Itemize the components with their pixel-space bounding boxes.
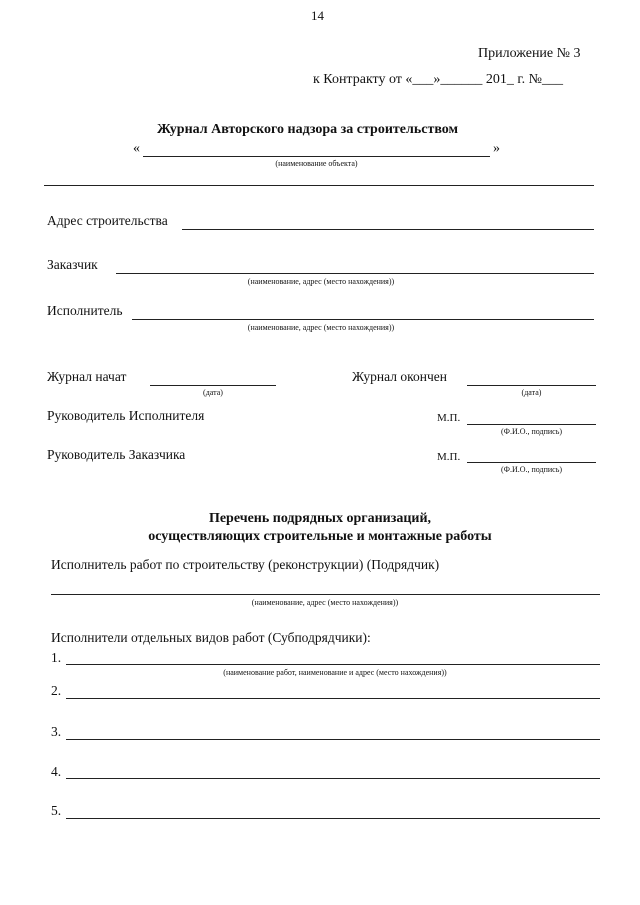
subcontractors-label: Исполнители отдельных видов работ (Субподрядчики): — [51, 630, 371, 645]
subcontractor-item-line — [66, 818, 600, 819]
contractor-head-label: Руководитель Исполнителя — [47, 408, 205, 423]
contract-line: к Контракту от «___»______ 201_ г. №___ — [313, 72, 563, 87]
general-contractor-caption: (наименование, адрес (место нахождения)) — [251, 598, 399, 607]
subcontractor-item-line — [66, 778, 600, 779]
contractor-label: Исполнитель — [47, 303, 123, 318]
appendix-title: Приложение № 3 — [478, 46, 581, 61]
customer-label: Заказчик — [47, 257, 98, 272]
contractor-line — [132, 319, 594, 320]
journal-started-caption: (дата) — [203, 388, 223, 397]
contractor-signature-caption: (Ф.И.О., подпись) — [500, 427, 563, 436]
customer-caption: (наименование, адрес (место нахождения)) — [247, 277, 395, 286]
subcontractor-item-number: 4. — [51, 764, 62, 779]
customer-line — [116, 273, 594, 274]
subcontractor-item-number: 3. — [51, 724, 62, 739]
journal-ended-label: Журнал окончен — [352, 369, 447, 384]
subcontractor-item-line — [66, 698, 600, 699]
subcontractor-item-line — [66, 664, 600, 665]
journal-ended-caption: (дата) — [521, 388, 542, 397]
subcontractor-item-number: 1. — [51, 650, 62, 665]
journal-started-line — [150, 385, 276, 386]
address-line — [182, 229, 594, 230]
open-quote: « — [133, 141, 140, 156]
customer-signature-line — [467, 462, 596, 463]
subcontractor-item-line — [66, 739, 600, 740]
contractor-caption: (наименование, адрес (место нахождения)) — [247, 323, 395, 332]
subcontractor-item-number: 2. — [51, 683, 62, 698]
stamp-label-contractor: М.П. — [437, 412, 461, 424]
subcontractor-item-caption: (наименование работ, наименование и адрес (место нахождения)) — [223, 668, 447, 677]
journal-title: Журнал Авторского надзора за строительством — [157, 122, 459, 137]
object-name-line — [143, 156, 490, 157]
object-caption: (наименование объекта) — [275, 159, 358, 168]
close-quote: » — [493, 141, 500, 156]
general-contractor-line — [51, 594, 600, 595]
object-second-line — [44, 185, 594, 186]
subcontractors-title-line2: осуществляющих строительные и монтажные работы — [148, 529, 492, 544]
subcontractor-item-number: 5. — [51, 803, 62, 818]
customer-head-label: Руководитель Заказчика — [47, 447, 186, 462]
address-label: Адрес строительства — [47, 213, 168, 228]
journal-ended-line — [467, 385, 596, 386]
customer-signature-caption: (Ф.И.О., подпись) — [500, 465, 563, 474]
subcontractors-title-line1: Перечень подрядных организаций, — [208, 511, 432, 526]
page-number: 14 — [311, 8, 324, 23]
general-contractor-label: Исполнитель работ по строительству (реконструкции) (Подрядчик) — [51, 557, 440, 572]
contractor-signature-line — [467, 424, 596, 425]
stamp-label-customer: М.П. — [437, 451, 461, 463]
journal-started-label: Журнал начат — [47, 369, 127, 384]
